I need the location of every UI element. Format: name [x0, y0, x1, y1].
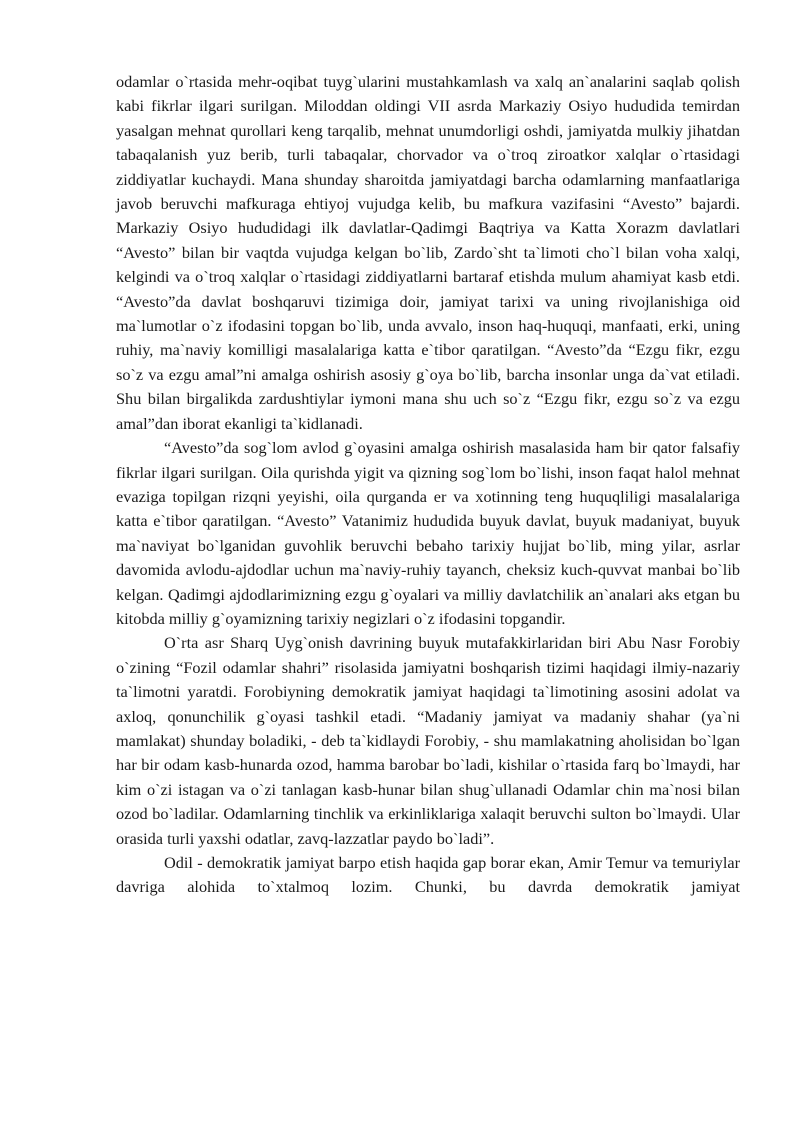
- paragraph-3: O`rta asr Sharq Uyg`onish davrining buyuk mutafakkirlaridan biri Abu Nasr Forobiy o`zining “Fozil odamlar shahri” risolasida jamiyatni boshqarish tizimi haqidagi ilmiy-nazariy ta`limotni yaratdi. Forobiyning demokratik jamiyat haqidagi ta`limotining asosini adolat va axloq, qonunchilik g`oyasi tashkil etadi. “Madaniy jamiyat va madaniy shahar (ya`ni mamlakat) shunday boladiki, - deb ta`kidlaydi Forobiy, - shu mamlakatning aholisidan bo`lgan har bir odam kasb-hunarda ozod, hamma barobar bo`ladi, kishilar o`rtasida farq bo`lmaydi, har kim o`zi istagan va o`zi tanlagan kasb-hunar bilan shug`ullanadi Odamlar chin ma`nosi bilan ozod bo`ladilar. Odamlarning tinchlik va erkinliklariga xalaqit beruvchi sulton bo`lmaydi. Ular orasida turli yaxshi odatlar, zavq-lazzatlar paydo bo`ladi”.: [116, 633, 740, 848]
- paragraph-4: Odil - demokratik jamiyat barpo etish haqida gap borar ekan, Amir Temur va temuriylar davriga alohida to`xtalmoq lozim. Chunki, bu davrda demokratik jamiyat: [116, 853, 740, 897]
- paragraph-2: “Avesto”da sog`lom avlod g`oyasini amalga oshirish masalasida ham bir qator falsafiy fikrlar ilgari surilgan. Oila qurishda yigit va qizning sog`lom bo`lishi, inson faqat halol mehnat evaziga topilgan rizqni yeyishi, oila qurganda er va xotinning teng huquqliligi masalalariga katta e`tibor qaratilgan. “Avesto” Vatanimiz hududida buyuk davlat, buyuk madaniyat, buyuk ma`naviyat bo`lganidan guvohlik beruvchi bebaho tarixiy hujjat bo`lib, ming yilar, asrlar davomida avlodu-ajdodlar uchun ma`naviy-ruhiy tayanch, cheksiz kuch-quvvat manbai bo`lib kelgan. Qadimgi ajdodlarimizning ezgu g`oyalari va milliy davlatchilik an`analari aks etgan bu kitobda milliy g`oyamizning tarixiy negizlari o`z ifodasini topgandir.: [116, 438, 740, 628]
- document-page: [116, 70, 740, 900]
- paragraph-1: odamlar o`rtasida mehr-oqibat tuyg`ularini mustahkamlash va xalq an`analarini saqlab qolish kabi fikrlar ilgari surilgan. Miloddan oldingi VII asrda Markaziy Osiyo hududida temirdan yasalgan mehnat qurollari keng tarqalib, mehnat unumdorligi oshdi, jamiyatda mulkiy jihatdan tabaqalanish yuz berib, turli tabaqalar, chorvador va o`troq ziroatkor xalqlar o`rtasidagi ziddiyatlar kuchaydi. Mana shunday sharoitda jamiyatdagi barcha odamlarning manfaatlariga javob beruvchi mafkuraga ehtiyoj vujudga kelib, bu mafkura vazifasini “Avesto” bajardi. Markaziy Osiyo hududidagi ilk davlatlar-Qadimgi Baqtriya va Katta Xorazm davlatlari “Avesto” bilan bir vaqtda vujudga kelgan bo`lib, Zardo`sht ta`limoti cho`l bilan voha xalqi, kelgindi va o`troq xalqlar o`rtasidagi ziddiyatlarni bartaraf etishda mulum ahamiyat kasb etdi. “Avesto”da davlat boshqaruvi tizimiga doir, jamiyat tarixi va uning rivojlanishiga oid ma`lumotlar o`z ifodasini topgan bo`lib, unda avvalo, inson haq-huquqi, manfaati, erki, uning ruhiy, ma`naviy komilligi masalalariga katta e`tibor qaratilgan. “Avesto”da “Ezgu fikr, ezgu so`z va ezgu amal”ni amalga oshirish asosiy g`oya bo`lib, barcha insonlar unga da`vat etiladi. Shu bilan birgalikda zardushtiylar iymoni mana shu uch so`z “Ezgu fikr, ezgu so`z va ezgu amal”dan iborat ekanligi ta`kidlanadi.: [116, 72, 740, 433]
